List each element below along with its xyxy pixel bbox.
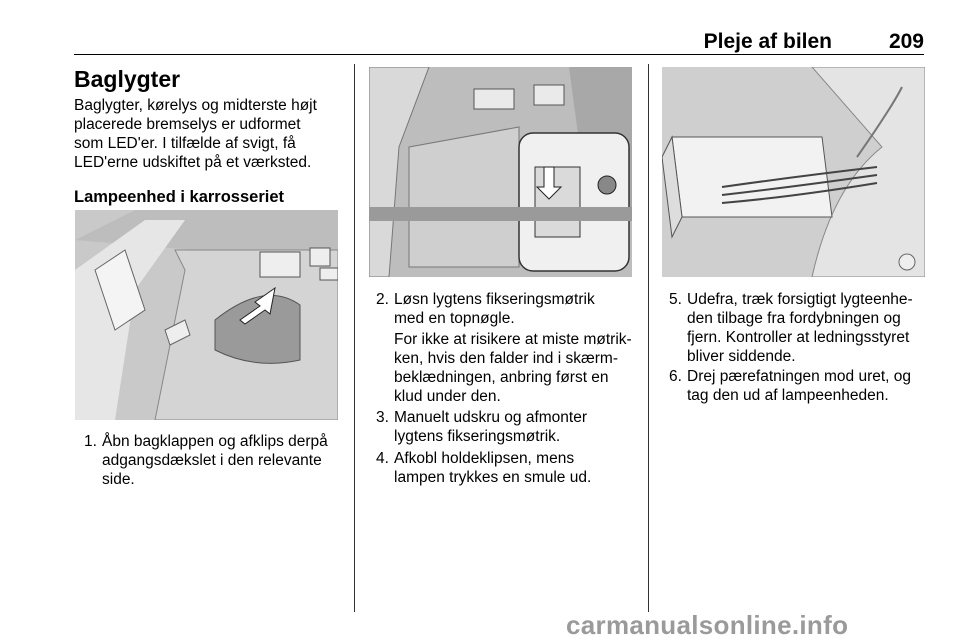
step-line: den tilbage fra fordybningen og bbox=[687, 310, 901, 327]
illustration-lamp-nut bbox=[369, 67, 632, 277]
step-line: Manuelt udskru og afmonter bbox=[394, 409, 587, 426]
step-number: 1. bbox=[84, 433, 97, 450]
illustration-lamp-removal bbox=[662, 67, 925, 277]
step-line: adgangsdækslet i den relevante bbox=[102, 452, 322, 469]
intro-line: Baglygter, kørelys og midterste højt bbox=[74, 97, 317, 114]
intro-line: som LED'er. I tilfælde af svigt, få bbox=[74, 135, 296, 152]
step-line: fjern. Kontroller at ledningsstyret bbox=[687, 329, 910, 346]
step-2-note bbox=[394, 330, 644, 406]
step-line: lygtens fikseringsmøtrik. bbox=[394, 428, 561, 445]
watermark: carmanualsonline.info bbox=[566, 610, 849, 640]
header-rule bbox=[74, 54, 924, 55]
step-line: Åbn bagklappen og afklips derpå bbox=[102, 433, 328, 450]
step-line: Drej pærefatningen mod uret, og bbox=[687, 368, 912, 385]
note-line: beklædningen, anbring først en bbox=[394, 369, 609, 386]
step-number: 3. bbox=[376, 409, 389, 426]
step-line: lampen trykkes en smule ud. bbox=[394, 469, 592, 486]
step-line: Løsn lygtens fikseringsmøtrik bbox=[394, 291, 595, 308]
note-line: ken, hvis den falder ind i skærm- bbox=[394, 350, 618, 367]
intro-line: LED'erne udskiftet på et værksted. bbox=[74, 154, 312, 171]
step-number: 4. bbox=[376, 450, 389, 467]
note-line: For ikke at risikere at miste møtrik- bbox=[394, 331, 632, 348]
step-number: 6. bbox=[669, 368, 682, 385]
page-title: Pleje af bilen bbox=[703, 30, 832, 53]
illustration-rear-compartment bbox=[75, 210, 338, 420]
intro-line: placerede bremselys er udformet bbox=[74, 116, 301, 133]
step-line: tag den ud af lampeenheden. bbox=[687, 387, 889, 404]
step-line: med en topnøgle. bbox=[394, 310, 515, 327]
step-line: side. bbox=[102, 471, 135, 488]
subheading: Lampeenhed i karrosseriet bbox=[74, 188, 285, 206]
note-line: klud under den. bbox=[394, 388, 501, 405]
step-line: bliver siddende. bbox=[687, 348, 796, 365]
section-heading: Baglygter bbox=[74, 66, 181, 92]
page-header bbox=[74, 30, 924, 54]
step-number: 2. bbox=[376, 291, 389, 308]
step-number: 5. bbox=[669, 291, 682, 308]
step-line: Afkobl holdeklipsen, mens bbox=[394, 450, 575, 467]
column-divider bbox=[354, 64, 355, 612]
column-divider bbox=[648, 64, 649, 612]
step-line: Udefra, træk forsigtigt lygteenhe- bbox=[687, 291, 913, 308]
column-1 bbox=[74, 66, 346, 207]
page-number: 209 bbox=[888, 30, 924, 53]
